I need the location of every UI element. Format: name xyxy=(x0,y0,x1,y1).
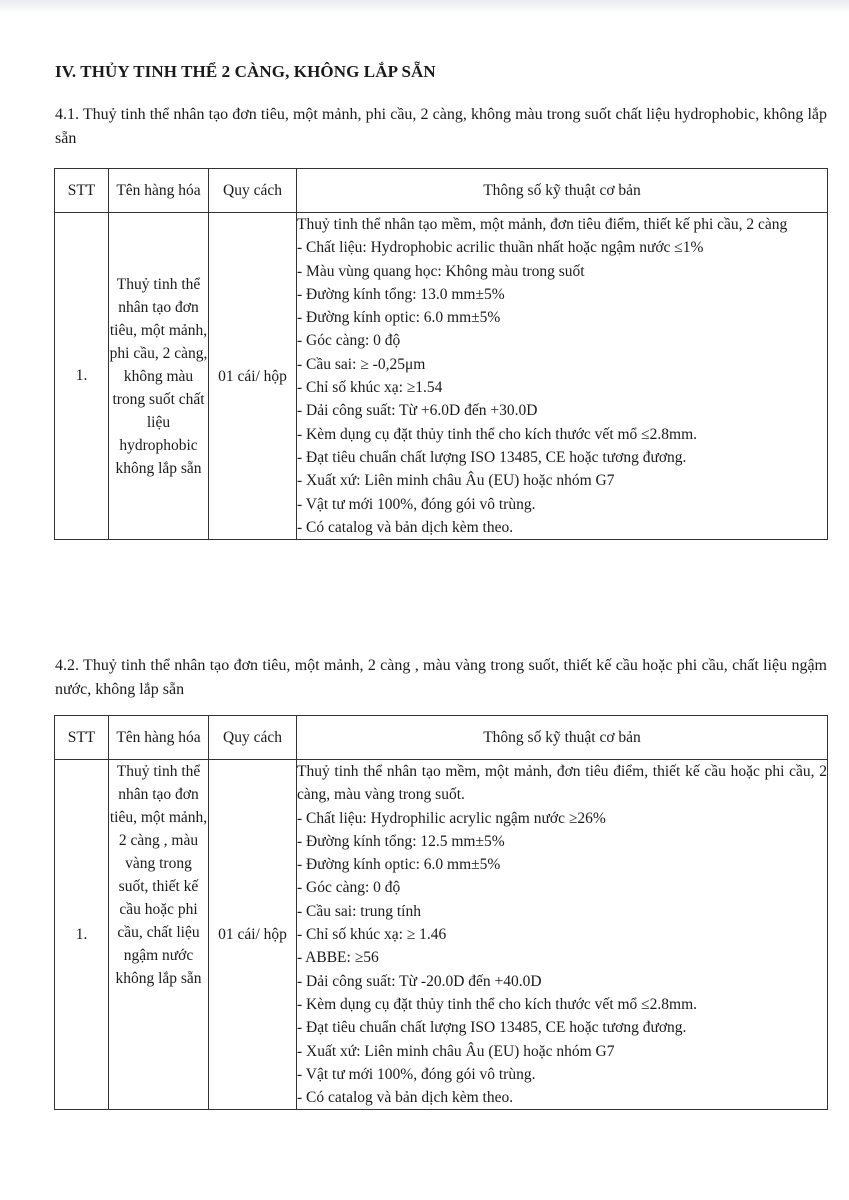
spec-line: - Có catalog và bản dịch kèm theo. xyxy=(297,1089,514,1107)
page-top-edge xyxy=(0,0,849,14)
header-stt: STT xyxy=(55,169,109,213)
row-unit: 01 cái/ hộp xyxy=(209,213,297,540)
spec-line: Thuỷ tinh thể nhân tạo mềm, một mảnh, đơn tiêu điểm, thiết kế phi cầu, 2 càng xyxy=(297,216,788,233)
table-header-row xyxy=(55,169,828,213)
spec-line: - Đạt tiêu chuẩn chất lượng ISO 13485, CE hoặc tương đương. xyxy=(297,448,687,466)
table-header-row xyxy=(55,716,828,760)
table-row xyxy=(55,213,828,540)
header-stt: STT xyxy=(55,716,109,760)
spec-line: - Chất liệu: Hydrophilic acrylic ngậm nước ≥26% xyxy=(297,809,606,827)
header-spec: Quy cách xyxy=(209,169,297,213)
spec-line: - Kèm dụng cụ đặt thủy tinh thể cho kích thước vết mổ ≤2.8mm. xyxy=(297,425,698,443)
row-unit: 01 cái/ hộp xyxy=(209,760,297,1110)
spec-line: - Dải công suất: Từ -20.0D đến +40.0D xyxy=(297,972,542,990)
spec-line: - Màu vùng quang học: Không màu trong suốt xyxy=(297,262,585,280)
header-name: Tên hàng hóa xyxy=(109,716,209,760)
spec-line: - Cầu sai: trung tính xyxy=(297,902,421,920)
header-details: Thông số kỹ thuật cơ bản xyxy=(297,716,828,760)
spec-line: - Đường kính optic: 6.0 mm±5% xyxy=(297,856,501,874)
spec-line: - ABBE: ≥56 xyxy=(297,949,379,967)
row-spec-details xyxy=(297,760,828,1110)
spec-line: - Vật tư mới 100%, đóng gói vô trùng. xyxy=(297,1065,536,1083)
spec-line: - Đường kính tổng: 13.0 mm±5% xyxy=(297,285,505,303)
spec-line: - Đạt tiêu chuẩn chất lượng ISO 13485, CE hoặc tương đương. xyxy=(297,1019,687,1037)
spec-line: - Xuất xứ: Liên minh châu Âu (EU) hoặc nhóm G7 xyxy=(297,472,615,490)
spec-line: - Chỉ số khúc xạ: ≥1.54 xyxy=(297,379,443,397)
table-row xyxy=(55,760,828,1110)
spec-line: - Góc càng: 0 độ xyxy=(297,332,401,350)
spec-line: - Góc càng: 0 độ xyxy=(297,879,401,897)
header-name: Tên hàng hóa xyxy=(109,169,209,213)
spec-table-4-2 xyxy=(54,715,828,1110)
header-spec: Quy cách xyxy=(209,716,297,760)
row-stt: 1. xyxy=(55,213,109,540)
section-title: IV. THỦY TINH THỂ 2 CÀNG, KHÔNG LẮP SẴN xyxy=(55,62,436,81)
spec-line: Thuỷ tinh thể nhân tạo mềm, một mảnh, đơn tiêu điểm, thiết kế cầu hoặc phi cầu, 2 càng, màu vàng trong suốt. xyxy=(297,763,827,804)
spec-line: - Kèm dụng cụ đặt thủy tinh thể cho kích thước vết mổ ≤2.8mm. xyxy=(297,995,698,1013)
row-product-name: Thuỷ tinh thể nhân tạo đơn tiêu, một mảnh, phi cầu, 2 càng, không màu trong suốt chất liệu hydrophobic không lắp sẵn xyxy=(109,213,209,540)
subsection-heading-4-1: 4.1. Thuỷ tinh thể nhân tạo đơn tiêu, một mảnh, phi cầu, 2 càng, không màu trong suốt chất liệu hydrophobic, không lắp sẵn xyxy=(55,106,827,147)
header-details: Thông số kỹ thuật cơ bản xyxy=(297,169,828,213)
spec-line: - Đường kính tổng: 12.5 mm±5% xyxy=(297,832,505,850)
spec-line: - Dải công suất: Từ +6.0D đến +30.0D xyxy=(297,402,538,420)
spec-line: - Xuất xứ: Liên minh châu Âu (EU) hoặc nhóm G7 xyxy=(297,1042,615,1060)
spec-line: - Cầu sai: ≥ -0,25μm xyxy=(297,355,426,373)
spec-line: - Chỉ số khúc xạ: ≥ 1.46 xyxy=(297,926,447,944)
spec-line: - Đường kính optic: 6.0 mm±5% xyxy=(297,309,501,327)
row-stt: 1. xyxy=(55,760,109,1110)
spec-line: - Có catalog và bản dịch kèm theo. xyxy=(297,518,514,536)
subsection-heading-4-2: 4.2. Thuỷ tinh thể nhân tạo đơn tiêu, một mảnh, 2 càng , màu vàng trong suốt, thiết kế cầu hoặc phi cầu, chất liệu ngậm nước, không lắp sẵn xyxy=(55,657,827,698)
row-product-name: Thuỷ tinh thể nhân tạo đơn tiêu, một mảnh, 2 càng , màu vàng trong suốt, thiết kế cầu hoặc phi cầu, chất liệu ngậm nước không lắp sẵn xyxy=(109,760,209,1110)
spec-line: - Vật tư mới 100%, đóng gói vô trùng. xyxy=(297,495,536,513)
spec-line: - Chất liệu: Hydrophobic acrilic thuần nhất hoặc ngậm nước ≤1% xyxy=(297,239,704,257)
spec-table-4-1 xyxy=(54,168,828,540)
row-spec-details xyxy=(297,213,828,540)
